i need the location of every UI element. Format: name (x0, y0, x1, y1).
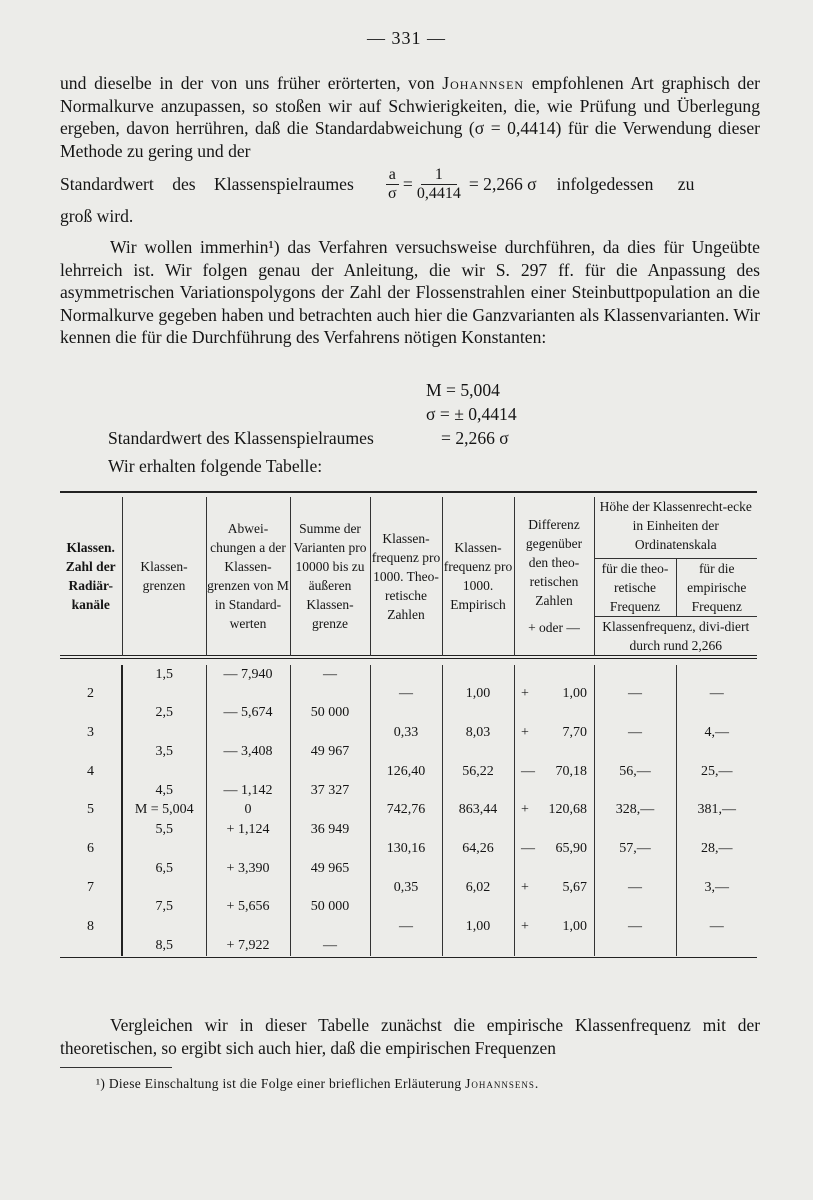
table-header-row (60, 497, 757, 559)
table-row (60, 723, 757, 742)
fraction-denominator: 0,4414 (416, 185, 461, 202)
cell-theo-frequenz (370, 820, 442, 839)
cell-summe: 50 000 (290, 898, 370, 917)
cell-summe: 50 000 (290, 704, 370, 723)
cell-hoehe-emp (676, 781, 757, 800)
diff-value: 7,70 (562, 724, 587, 740)
cell-hoehe-emp (676, 859, 757, 878)
cell-abweichung: + 3,390 (206, 859, 290, 878)
cell-emp-frequenz (442, 781, 514, 800)
table-row (60, 936, 757, 955)
cell-summe: 49 965 (290, 859, 370, 878)
table-row (60, 801, 757, 820)
cell-theo-frequenz: 742,76 (370, 801, 442, 820)
cell-theo-frequenz: 0,33 (370, 723, 442, 742)
fraction-a-over-sigma (386, 166, 399, 203)
cell-emp-frequenz: 863,44 (442, 801, 514, 820)
cell-emp-frequenz (442, 743, 514, 762)
cell-hoehe-emp (676, 820, 757, 839)
cell-differenz (514, 878, 594, 897)
cell-differenz (514, 704, 594, 723)
diff-value: 1,00 (562, 918, 587, 934)
cell-differenz (514, 762, 594, 781)
constant-m: M = 5,004 (426, 380, 500, 400)
cell-differenz (514, 859, 594, 878)
cell-summe: — (290, 665, 370, 684)
cell-hoehe-theo: 57,— (594, 840, 676, 859)
cell-summe: 36 949 (290, 820, 370, 839)
cell-class-number: 6 (60, 840, 122, 859)
cell-grenze: 5,5 (122, 820, 206, 839)
cell-class-number (60, 704, 122, 723)
cell-grenze: 7,5 (122, 898, 206, 917)
cell-grenze: 1,5 (122, 665, 206, 684)
cell-theo-frequenz (370, 665, 442, 684)
cell-grenze: 2,5 (122, 704, 206, 723)
para1-text-b: empfohlenen Art graphisch der Normalkurve anzupassen, so stoßen wir auf Schwierigkeiten, die, wie Prüfung und Überlegung ergeben, davon herrühren, daß die Standardabweichung (σ = 0,4414) für die Verwendung dieser Methode zu gering und der (60, 73, 760, 161)
cell-hoehe-theo (594, 665, 676, 684)
constant-std-label: Standardwert des Klassenspielraumes (108, 428, 374, 448)
footnote-rule (60, 1067, 172, 1068)
cell-hoehe-theo (594, 704, 676, 723)
header-abweichungen: Abwei-chungen a der Klassen-grenzen von M in Standard-werten (206, 497, 290, 656)
table-intro: Wir erhalten folgende Tabelle: (108, 456, 323, 476)
cell-hoehe-theo: 56,— (594, 762, 676, 781)
cell-differenz (514, 898, 594, 917)
cell-grenze (122, 917, 206, 936)
cell-class-number (60, 781, 122, 800)
table-row (60, 684, 757, 703)
cell-summe (290, 878, 370, 897)
cell-differenz (514, 801, 594, 820)
cell-hoehe-theo: — (594, 878, 676, 897)
cell-class-number (60, 936, 122, 955)
footnote (96, 1076, 539, 1092)
cell-emp-frequenz: 64,26 (442, 840, 514, 859)
fraction-1-over-sigma-value (417, 166, 461, 203)
header-emp-frequenz: Klassen-frequenz pro 1000. Empirisch (442, 497, 514, 656)
cell-hoehe-emp (676, 704, 757, 723)
footnote-text: ¹) Diese Einschaltung ist die Folge einer brieflichen Erläuterung (96, 1076, 462, 1091)
fraction-numerator: 1 (421, 166, 457, 185)
header-hoehe-emp: für die empirische Frequenz (676, 559, 757, 617)
cell-abweichung: — 7,940 (206, 665, 290, 684)
cell-emp-frequenz: 6,02 (442, 878, 514, 897)
cell-grenze: 6,5 (122, 859, 206, 878)
table-row (60, 762, 757, 781)
header-hoehe-note: Klassenfrequenz, divi-diert durch rund 2,266 (602, 619, 750, 653)
diff-sign: + (521, 686, 529, 702)
cell-abweichung: + 1,124 (206, 820, 290, 839)
cell-emp-frequenz (442, 936, 514, 955)
diff-sign: + (521, 879, 529, 895)
diff-sign: + (521, 802, 529, 818)
constant-std-value: = 2,266 σ (441, 428, 509, 448)
para1-text-a: und dieselbe in der von uns früher erörterten, von (60, 73, 435, 93)
cell-hoehe-theo (594, 936, 676, 955)
formula-result: = 2,266 σ (468, 174, 537, 194)
cell-grenze: M = 5,004 (122, 801, 206, 820)
equals-sign: = (402, 174, 413, 194)
cell-differenz (514, 743, 594, 762)
cell-class-number (60, 743, 122, 762)
cell-hoehe-emp: 381,— (697, 802, 736, 818)
para1-last-line: groß wird. (60, 206, 134, 226)
cell-abweichung (206, 762, 290, 781)
cell-class-number (60, 665, 122, 684)
table-row (60, 898, 757, 917)
constant-sigma: σ = ± 0,4414 (426, 404, 517, 424)
table-row (60, 859, 757, 878)
cell-theo-frequenz (370, 743, 442, 762)
table-bottom-rule (60, 956, 757, 958)
cell-summe (290, 801, 370, 820)
cell-class-number (60, 820, 122, 839)
cell-differenz (514, 665, 594, 684)
cell-hoehe-emp: 28,— (701, 841, 733, 857)
cell-abweichung (206, 917, 290, 936)
cell-emp-frequenz: 1,00 (442, 684, 514, 703)
diff-sign: + (521, 918, 529, 934)
frequency-table (60, 491, 757, 958)
table-row (60, 917, 757, 936)
diff-value: 70,18 (555, 763, 587, 779)
cell-emp-frequenz (442, 704, 514, 723)
cell-emp-frequenz: 1,00 (442, 917, 514, 936)
cell-summe (290, 840, 370, 859)
header-grenzen: Klassen-grenzen (122, 497, 206, 656)
cell-emp-frequenz: 8,03 (442, 723, 514, 742)
diff-value: 65,90 (555, 841, 587, 857)
header-klassen: Klassen. Zahl der Radiär-kanäle (60, 497, 122, 656)
cell-grenze: 3,5 (122, 743, 206, 762)
table-row (60, 878, 757, 897)
fraction-denominator: σ (388, 185, 397, 202)
cell-grenze (122, 840, 206, 859)
header-differenz (514, 497, 594, 656)
cell-hoehe-theo (594, 743, 676, 762)
formula-line (60, 166, 760, 203)
cell-emp-frequenz (442, 665, 514, 684)
diff-value: 120,68 (548, 802, 587, 818)
cell-abweichung (206, 840, 290, 859)
cell-differenz (514, 936, 594, 955)
cell-differenz (514, 820, 594, 839)
cell-abweichung: — 5,674 (206, 704, 290, 723)
cell-emp-frequenz: 56,22 (442, 762, 514, 781)
cell-hoehe-emp: — (709, 918, 724, 934)
cell-theo-frequenz (370, 704, 442, 723)
cell-differenz (514, 840, 594, 859)
cell-abweichung: — 3,408 (206, 743, 290, 762)
cell-theo-frequenz: 130,16 (370, 840, 442, 859)
cell-hoehe-emp: 4,— (704, 724, 729, 740)
cell-abweichung (206, 878, 290, 897)
page-number: — 331 — (367, 28, 446, 48)
fraction-numerator: a (386, 166, 399, 185)
cell-emp-frequenz (442, 859, 514, 878)
cell-differenz (514, 917, 594, 936)
cell-grenze (122, 878, 206, 897)
cell-summe (290, 762, 370, 781)
cell-class-number: 4 (60, 762, 122, 781)
cell-hoehe-theo: — (594, 684, 676, 703)
cell-abweichung: 0 (206, 801, 290, 820)
cell-hoehe-theo (594, 820, 676, 839)
diff-sign: — (521, 841, 535, 857)
cell-grenze: 4,5 (122, 781, 206, 800)
table-row (60, 781, 757, 800)
cell-differenz (514, 781, 594, 800)
cell-hoehe-emp: — (709, 686, 724, 702)
cell-theo-frequenz: 0,35 (370, 878, 442, 897)
cell-theo-frequenz (370, 898, 442, 917)
cell-abweichung: — 1,142 (206, 781, 290, 800)
cell-hoehe-theo (594, 859, 676, 878)
cell-differenz (514, 723, 594, 742)
cell-hoehe-emp (676, 898, 757, 917)
header-hoehe-theo: für die theo-retische Frequenz (594, 559, 676, 617)
cell-hoehe-emp: 3,— (704, 879, 729, 895)
cell-class-number: 7 (60, 878, 122, 897)
cell-abweichung: + 7,922 (206, 936, 290, 955)
formula-lead: Standardwert des Klassenspielraumes (60, 174, 354, 194)
table-row (60, 743, 757, 762)
cell-abweichung (206, 684, 290, 703)
cell-summe: 49 967 (290, 743, 370, 762)
cell-hoehe-emp: 25,— (701, 763, 733, 779)
header-differenz-sub: + oder — (528, 620, 580, 635)
cell-theo-frequenz: 126,40 (370, 762, 442, 781)
header-summe: Summe der Varianten pro 10000 bis zu äußeren Klassen-grenze (290, 497, 370, 656)
cell-theo-frequenz: — (370, 917, 442, 936)
footnote-name: Johannsens. (465, 1076, 540, 1091)
cell-hoehe-theo: — (594, 917, 676, 936)
paragraph-2: Wir wollen immerhin¹) das Verfahren versuchsweise durchführen, da dies für Ungeübte lehrreich ist. Wir folgen genau der Anleitung, die wir S. 297 ff. für die Anpassung des asymmetrischen Variationspolygons der Zahl der Flossenstrahlen einer Steinbuttpopulation an die Normalkurve gegeben haben und betrachten auch hier die Ganzvarianten als Klassenvarianten. Wir kennen die für die Durchführung des Verfahrens nötigen Konstanten: (60, 237, 760, 347)
header-theo-frequenz: Klassen-frequenz pro 1000. Theo-retische Zahlen (370, 497, 442, 656)
cell-summe (290, 917, 370, 936)
cell-theo-frequenz (370, 859, 442, 878)
table-row (60, 840, 757, 859)
diff-sign: — (521, 763, 535, 779)
cell-hoehe-emp (676, 665, 757, 684)
cell-class-number (60, 898, 122, 917)
cell-summe (290, 723, 370, 742)
cell-class-number (60, 859, 122, 878)
cell-summe: — (290, 936, 370, 955)
cell-hoehe-theo (594, 781, 676, 800)
cell-hoehe-emp (676, 743, 757, 762)
table-row (60, 820, 757, 839)
cell-grenze: 8,5 (122, 936, 206, 955)
cell-hoehe-theo: 328,— (594, 801, 676, 820)
table-row (60, 665, 757, 684)
table-row (60, 704, 757, 723)
cell-class-number: 8 (60, 917, 122, 936)
cell-abweichung (206, 723, 290, 742)
diff-sign: + (521, 724, 529, 740)
cell-abweichung: + 5,656 (206, 898, 290, 917)
cell-differenz (514, 684, 594, 703)
cell-theo-frequenz: — (370, 684, 442, 703)
header-differenz-label: Differenz gegenüber den theo-retischen Zahlen (525, 517, 583, 608)
cell-emp-frequenz (442, 898, 514, 917)
cell-class-number: 3 (60, 723, 122, 742)
cell-hoehe-emp (676, 936, 757, 955)
cell-class-number: 2 (60, 684, 122, 703)
table-body (60, 665, 757, 956)
diff-value: 1,00 (562, 686, 587, 702)
diff-value: 5,67 (562, 879, 587, 895)
cell-emp-frequenz (442, 820, 514, 839)
cell-hoehe-theo: — (594, 723, 676, 742)
cell-hoehe-theo (594, 898, 676, 917)
cell-theo-frequenz (370, 936, 442, 955)
cell-grenze (122, 762, 206, 781)
cell-grenze (122, 684, 206, 703)
cell-summe (290, 684, 370, 703)
header-hoehe-group: Höhe der Klassenrecht-ecke in Einheiten der Ordinatenskala (594, 497, 757, 559)
paragraph-1 (60, 72, 760, 162)
cell-class-number: 5 (60, 801, 122, 820)
paragraph-3: Vergleichen wir in dieser Tabelle zunächst die empirische Klassenfrequenz mit der theoretischen, so ergibt sich auch hier, daß die empirischen Frequenzen (60, 1015, 760, 1058)
cell-summe: 37 327 (290, 781, 370, 800)
author-name-johannsen: Johannsen (442, 73, 525, 93)
formula-tail: infolgedessen zu (556, 174, 695, 194)
cell-theo-frequenz (370, 781, 442, 800)
cell-grenze (122, 723, 206, 742)
